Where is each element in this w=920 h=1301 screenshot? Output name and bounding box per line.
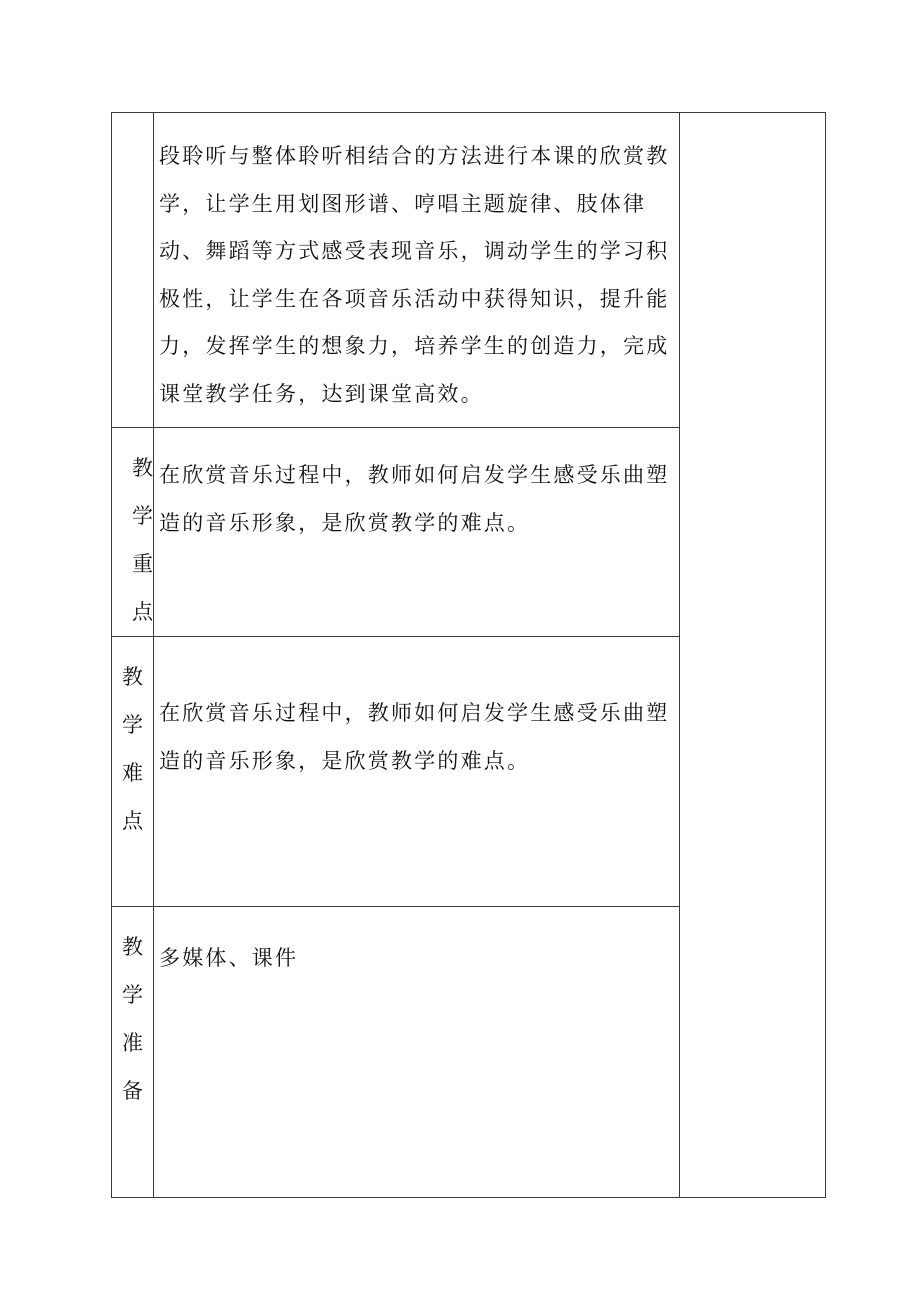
row-content: 段聆听与整体聆听相结合的方法进行本课的欣赏教学，让学生用划图形谱、哼唱主题旋律、肢体律动、舞蹈等方式感受表现音乐，调动学生的学习积极性，让学生在各项音乐活动中获得知识，提升能力，发挥学生的想象力，培养学生的创造力，完成课堂教学任务，达到课堂高效。 bbox=[159, 144, 670, 406]
row-content: 多媒体、课件 bbox=[159, 946, 299, 970]
row-label-cell bbox=[112, 637, 154, 907]
row-label: 教 学 重 点 bbox=[132, 456, 153, 624]
row-content-cell bbox=[154, 113, 680, 428]
notes-column-cell bbox=[680, 113, 826, 1198]
row-label: 教 学 难 点 bbox=[122, 665, 143, 833]
row-content-cell bbox=[154, 637, 680, 907]
row-content: 在欣赏音乐过程中，教师如何启发学生感受乐曲塑造的音乐形象，是欣赏教学的难点。 bbox=[159, 463, 670, 535]
row-content-cell bbox=[154, 907, 680, 1198]
row-label-cell bbox=[112, 907, 154, 1198]
row-label-cell bbox=[112, 113, 154, 428]
row-label bbox=[112, 113, 153, 129]
row-content: 在欣赏音乐过程中，教师如何启发学生感受乐曲塑造的音乐形象，是欣赏教学的难点。 bbox=[159, 701, 670, 773]
row-label-cell bbox=[112, 428, 154, 637]
table-row-methods bbox=[112, 113, 826, 428]
row-content-cell bbox=[154, 428, 680, 637]
row-label: 教 学 准 备 bbox=[122, 935, 143, 1103]
lesson-plan-table bbox=[111, 112, 826, 1198]
